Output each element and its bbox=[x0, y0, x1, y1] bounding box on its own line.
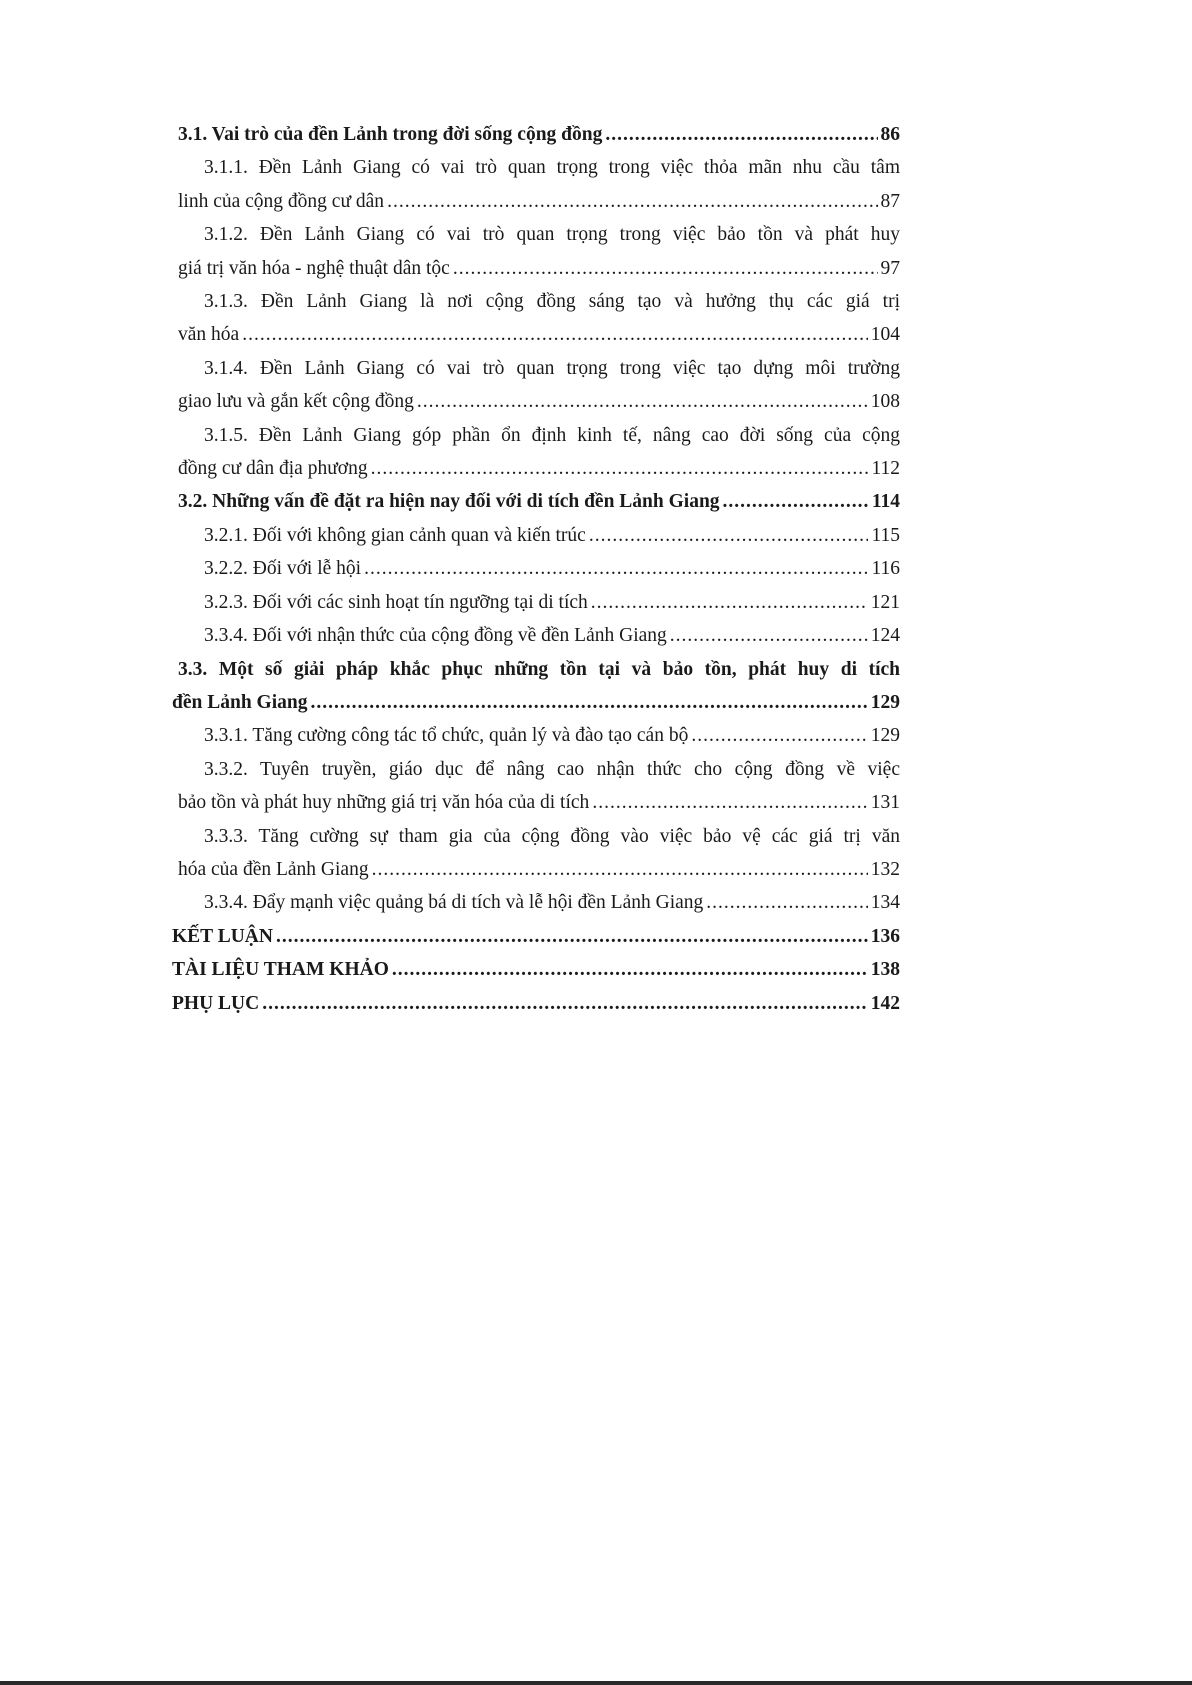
dot-leader bbox=[453, 252, 878, 285]
toc-entry bbox=[204, 719, 900, 752]
toc-entry-title: 3.2.2. Đối với lễ hội bbox=[204, 558, 362, 580]
toc-entry-title: KẾT LUẬN bbox=[172, 925, 273, 947]
dot-leader bbox=[371, 452, 869, 485]
toc-entry bbox=[178, 419, 900, 486]
toc-page-number: 121 bbox=[870, 591, 900, 613]
dot-leader bbox=[723, 485, 869, 518]
toc-entry-title: 3.1.4. Đền Lảnh Giang có vai trò quan trọng trong việc tạo dựng môi trường bbox=[204, 357, 900, 379]
toc-entry bbox=[204, 586, 900, 619]
toc-page-number: 114 bbox=[871, 491, 900, 513]
toc-entry bbox=[178, 352, 900, 419]
toc-entry bbox=[178, 485, 900, 518]
toc-entry-title: 3.1.1. Đền Lảnh Giang có vai trò quan trọng trong việc thỏa mãn nhu cầu tâm bbox=[204, 157, 900, 179]
dot-leader bbox=[591, 586, 868, 619]
toc-page-number: 142 bbox=[870, 992, 900, 1014]
toc-entry bbox=[178, 151, 900, 218]
dot-leader bbox=[372, 853, 868, 886]
toc-entry bbox=[204, 552, 900, 585]
dot-leader bbox=[691, 719, 867, 752]
toc-page-number: 129 bbox=[870, 691, 900, 713]
toc-entry-title: 3.2.3. Đối với các sinh hoạt tín ngưỡng tại di tích bbox=[204, 591, 588, 613]
toc-entry bbox=[204, 886, 900, 919]
toc-page-number: 124 bbox=[870, 625, 900, 647]
dot-leader bbox=[392, 953, 868, 986]
dot-leader bbox=[706, 886, 867, 919]
toc-entry-title: TÀI LIỆU THAM KHẢO bbox=[172, 959, 389, 981]
toc-page-number: 116 bbox=[871, 558, 900, 580]
toc-entry bbox=[178, 118, 900, 151]
toc-entry bbox=[178, 285, 900, 352]
toc-page-number: 86 bbox=[880, 124, 900, 145]
toc-entry-title: 3.3.2. Tuyên truyền, giáo dục để nâng cao nhận thức cho cộng đồng về việc bbox=[204, 758, 900, 780]
toc-entry-title: 3.3.4. Đẩy mạnh việc quảng bá di tích và lễ hội đền Lảnh Giang bbox=[204, 892, 704, 914]
toc-page-number: 115 bbox=[871, 524, 900, 546]
toc-entry-title: 3.1.2. Đền Lảnh Giang có vai trò quan trọng trong việc bảo tồn và phát huy bbox=[204, 224, 900, 246]
page-bottom-border bbox=[0, 1681, 1192, 1685]
toc-entry-title-continued: hóa của đền Lảnh Giang bbox=[178, 858, 369, 880]
toc-entry-title: 3.3.4. Đối với nhận thức của cộng đồng về đền Lảnh Giang bbox=[204, 625, 667, 647]
dot-leader bbox=[364, 552, 868, 585]
toc-page-number: 138 bbox=[870, 959, 900, 981]
toc-page-number: 108 bbox=[870, 391, 900, 413]
toc-entry bbox=[204, 519, 900, 552]
toc-entry-title: 3.2.1. Đối với không gian cảnh quan và kiến trúc bbox=[204, 524, 586, 546]
dot-leader bbox=[276, 920, 868, 953]
toc-page-number: 97 bbox=[880, 257, 900, 279]
toc-entry-title-continued: văn hóa bbox=[178, 324, 240, 346]
toc-entry-title: 3.3. Một số giải pháp khắc phục những tồn tại và bảo tồn, phát huy di tích bbox=[178, 658, 900, 680]
toc-entry bbox=[172, 653, 900, 720]
toc-page-number: 104 bbox=[870, 324, 900, 346]
dot-leader bbox=[310, 686, 867, 719]
toc-page-number: 134 bbox=[870, 892, 900, 914]
toc-entry bbox=[172, 987, 900, 1020]
toc-entry-title: 3.3.3. Tăng cường sự tham gia của cộng đồng vào việc bảo vệ các giá trị văn bbox=[204, 825, 900, 847]
toc-entry bbox=[178, 753, 900, 820]
toc-entry-title: PHỤ LỤC bbox=[172, 992, 260, 1014]
toc-page-number: 129 bbox=[870, 725, 900, 747]
dot-leader bbox=[387, 185, 877, 218]
dot-leader bbox=[242, 318, 868, 351]
toc-entry-title: 3.1. Vai trò của đền Lảnh trong đời sống cộng đồng bbox=[178, 124, 603, 145]
table-of-contents bbox=[172, 118, 900, 1020]
dot-leader bbox=[605, 118, 877, 151]
toc-page-number: 136 bbox=[870, 925, 900, 947]
toc-page-number: 132 bbox=[870, 858, 900, 880]
toc-entry bbox=[178, 820, 900, 887]
toc-entry-title-continued: giá trị văn hóa - nghệ thuật dân tộc bbox=[178, 257, 450, 279]
toc-page-number: 131 bbox=[870, 792, 900, 814]
toc-entry-title-continued: đền Lảnh Giang bbox=[172, 691, 308, 713]
toc-entry bbox=[172, 920, 900, 953]
dot-leader bbox=[262, 987, 868, 1020]
toc-entry-title: 3.1.5. Đền Lảnh Giang góp phần ổn định kinh tế, nâng cao đời sống của cộng bbox=[204, 424, 900, 446]
toc-entry-title-continued: linh của cộng đồng cư dân bbox=[178, 190, 385, 212]
dot-leader bbox=[592, 786, 867, 819]
dot-leader bbox=[417, 385, 868, 418]
dot-leader bbox=[589, 519, 869, 552]
toc-entry-title-continued: đồng cư dân địa phương bbox=[178, 458, 368, 480]
toc-entry-title-continued: giao lưu và gắn kết cộng đồng bbox=[178, 391, 414, 413]
toc-entry bbox=[178, 218, 900, 285]
dot-leader bbox=[670, 619, 868, 652]
toc-entry-title: 3.3.1. Tăng cường công tác tổ chức, quản lý và đào tạo cán bộ bbox=[204, 725, 689, 747]
toc-entry-title: 3.1.3. Đền Lảnh Giang là nơi cộng đồng sáng tạo và hưởng thụ các giá trị bbox=[204, 291, 900, 313]
toc-entry-title-continued: bảo tồn và phát huy những giá trị văn hóa của di tích bbox=[178, 792, 590, 814]
toc-page-number: 112 bbox=[871, 458, 900, 480]
toc-entry bbox=[204, 619, 900, 652]
toc-entry-title: 3.2. Những vấn đề đặt ra hiện nay đối với di tích đền Lảnh Giang bbox=[178, 491, 720, 513]
toc-page-number: 87 bbox=[880, 190, 900, 212]
toc-entry bbox=[172, 953, 900, 986]
